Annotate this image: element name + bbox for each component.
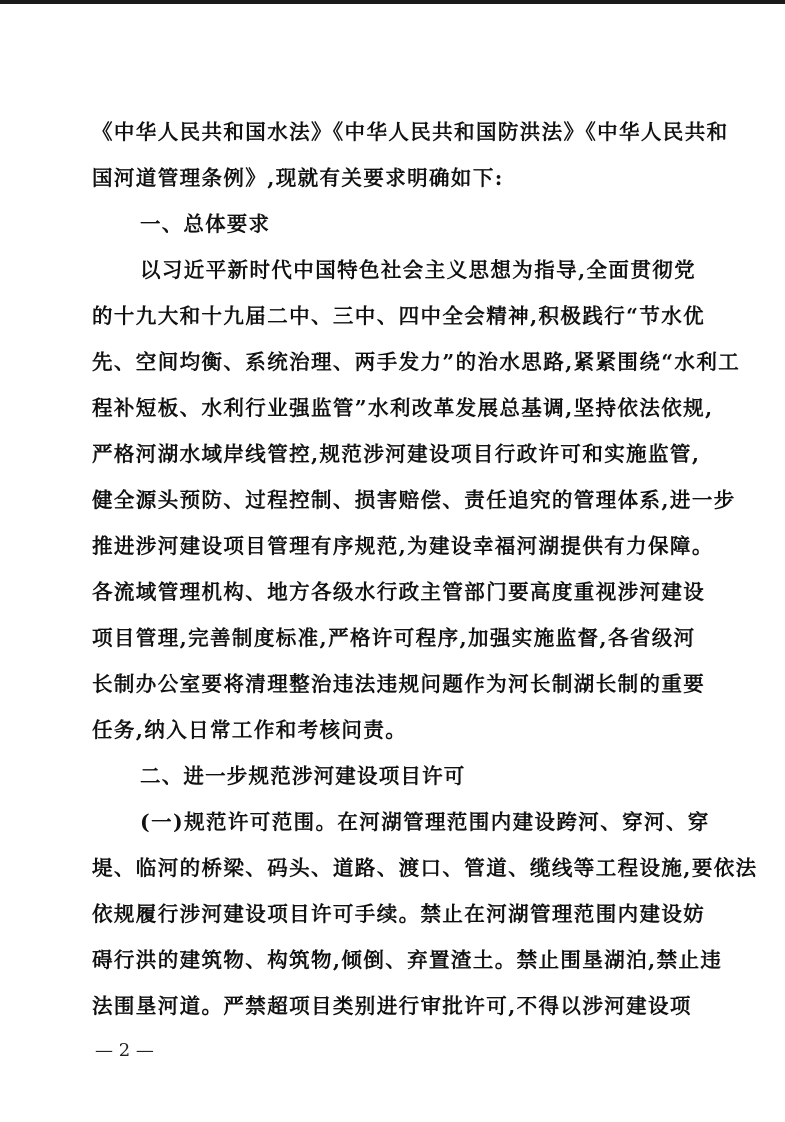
text-line: 程补短板、水利行业强监管”水利改革发展总基调,坚持依法依规,	[92, 396, 714, 420]
text-line: 项目管理,完善制度标准,严格许可程序,加强实施监督,各省级河	[92, 626, 696, 650]
text-line: 堤、临河的桥梁、码头、道路、渡口、管道、缆线等工程设施,要依法	[92, 856, 758, 880]
text-line: 《中华人民共和国水法》《中华人民共和国防洪法》《中华人民共和	[92, 120, 729, 144]
text-line: 的十九大和十九届二中、三中、四中全会精神,积极践行“节水优	[92, 304, 706, 328]
page-number: — 2 —	[95, 1040, 154, 1061]
text-line: 各流域管理机构、地方各级水行政主管部门要高度重视涉河建设	[92, 580, 706, 604]
text-line: 以习近平新时代中国特色社会主义思想为指导,全面贯彻党	[140, 258, 697, 282]
text-line: 推进涉河建设项目管理有序规范,为建设幸福河湖提供有力保障。	[92, 534, 714, 558]
text-line: 任务,纳入日常工作和考核问责。	[92, 718, 408, 742]
text-line: 国河道管理条例》,现就有关要求明确如下:	[92, 166, 504, 190]
text-line: 长制办公室要将清理整治违法违规问题作为河长制湖长制的重要	[92, 672, 706, 696]
text-line: (一)规范许可范围。在河湖管理范围内建设跨河、穿河、穿	[140, 810, 710, 834]
text-line: 健全源头预防、过程控制、损害赔偿、责任追究的管理体系,进一步	[92, 488, 736, 512]
text-line: 先、空间均衡、系统治理、两手发力”的治水思路,紧紧围绕“水利工	[92, 350, 741, 374]
text-line: 碍行洪的建筑物、构筑物,倾倒、弃置渣土。禁止围垦湖泊,禁止违	[92, 948, 723, 972]
text-line: 法围垦河道。严禁超项目类别进行审批许可,不得以涉河建设项	[92, 994, 692, 1018]
text-line: 严格河湖水域岸线管控,规范涉河建设项目行政许可和实施监管,	[92, 442, 701, 466]
section-heading-overall-requirements: 一、总体要求	[140, 212, 271, 236]
section-heading-project-permits: 二、进一步规范涉河建设项目许可	[140, 764, 466, 788]
text-line: 依规履行涉河建设项目许可手续。禁止在河湖管理范围内建设妨	[92, 902, 706, 926]
